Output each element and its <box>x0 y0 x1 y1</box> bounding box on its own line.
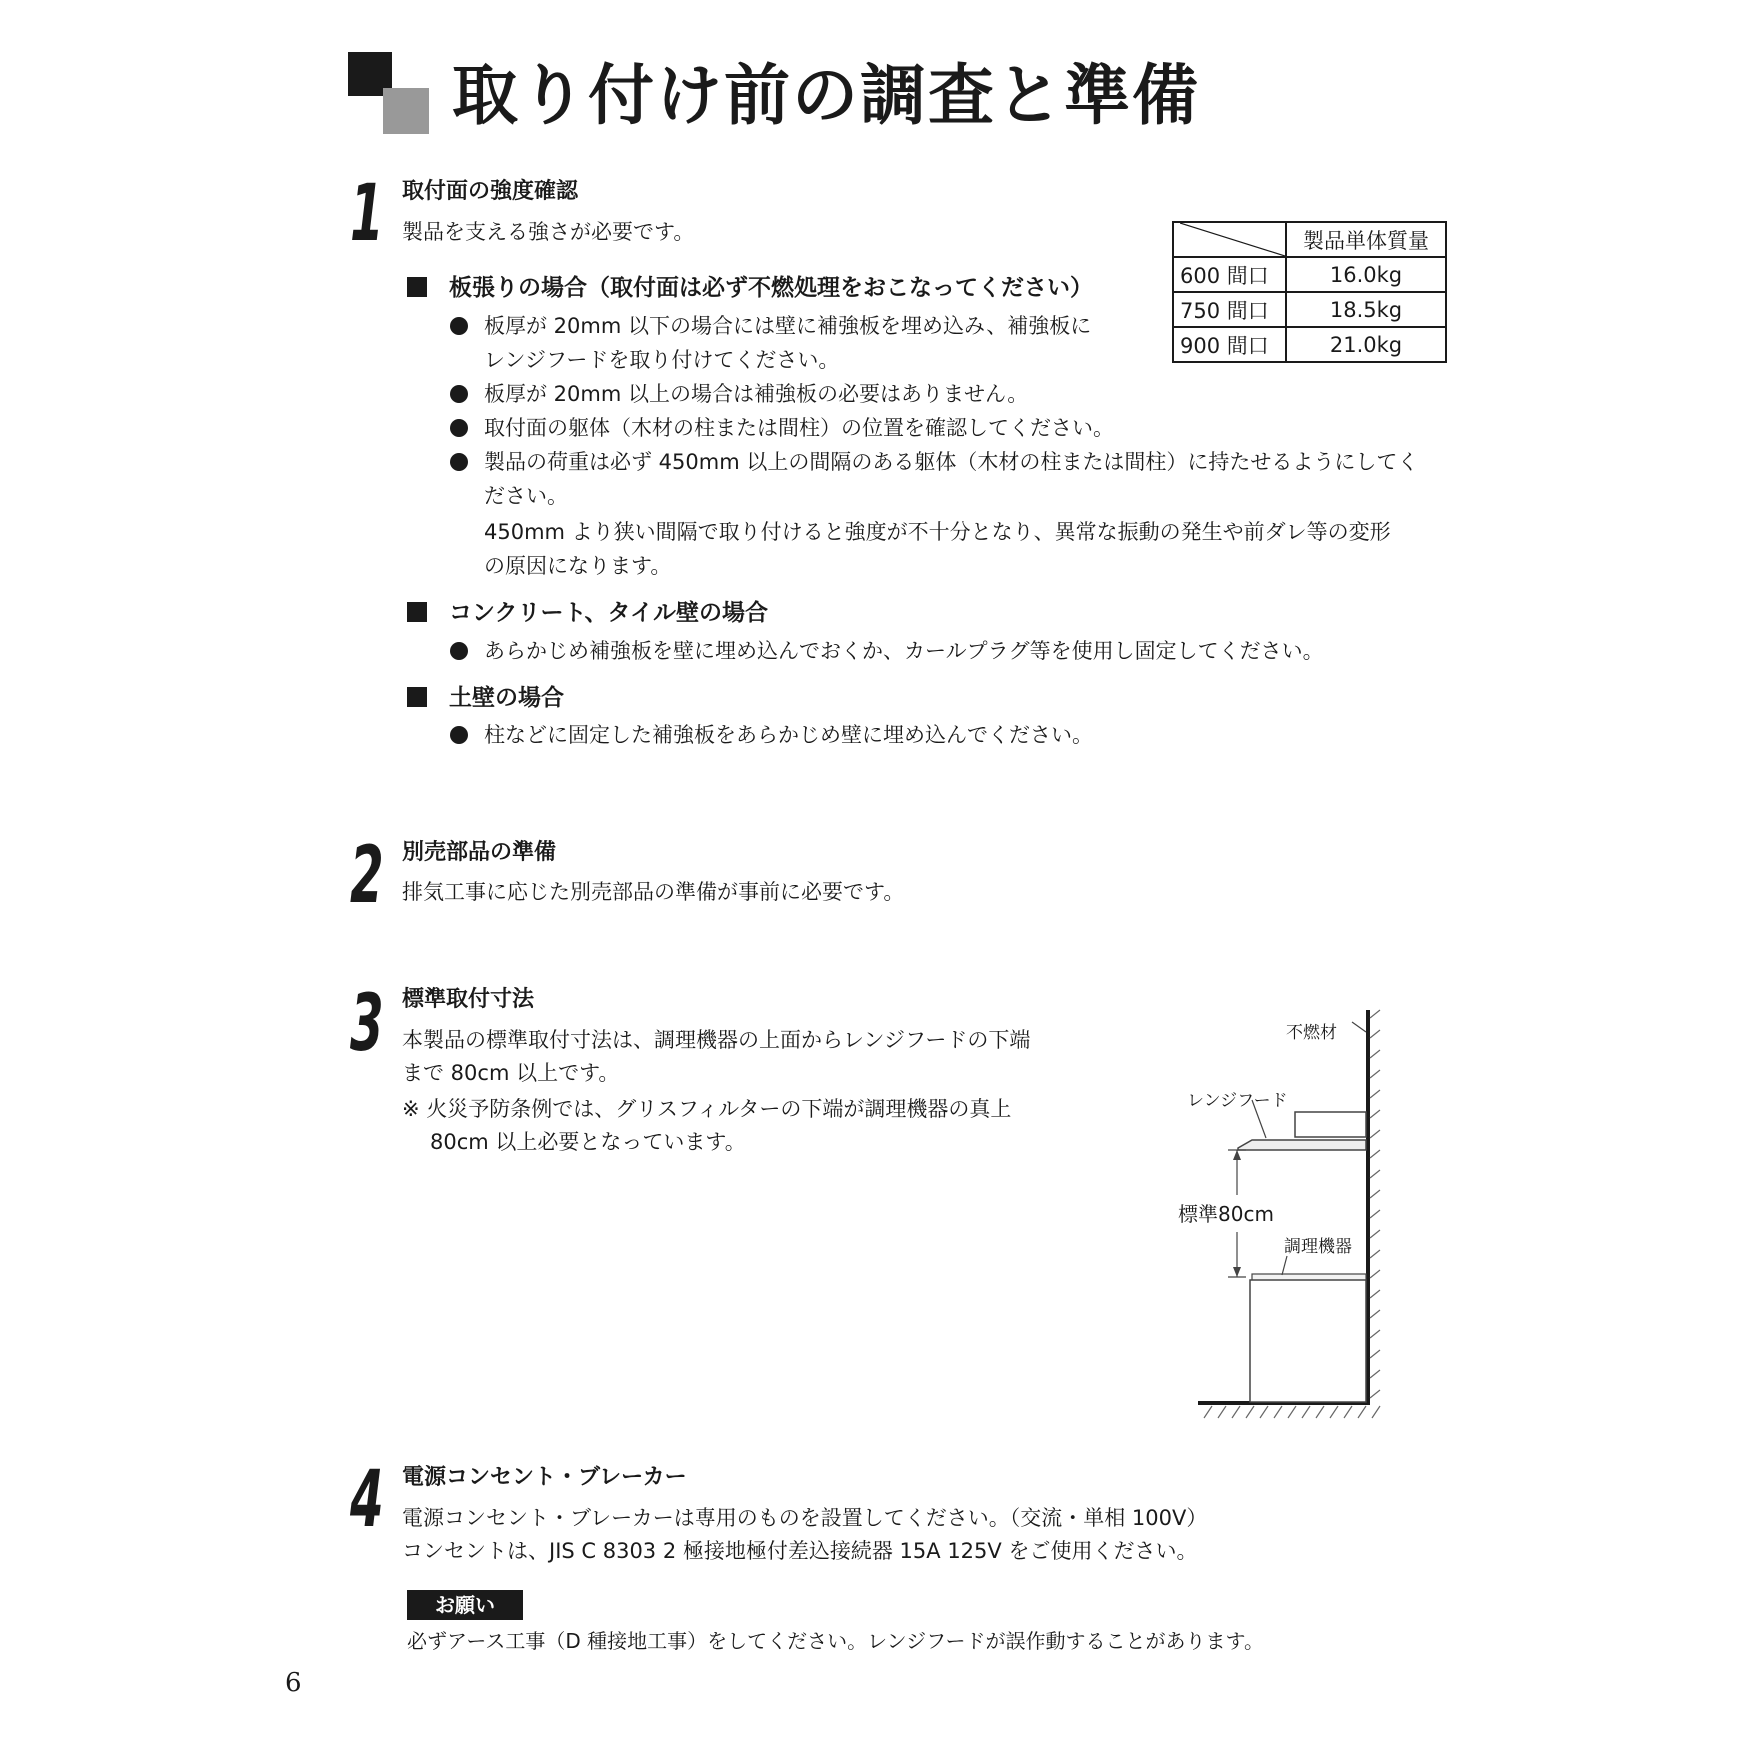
floor-hatching <box>1204 1406 1380 1418</box>
bullet-continuation: ださい。 <box>484 484 568 508</box>
table-cell-mass: 18.5kg <box>1286 292 1446 327</box>
table-header: 製品単体質量 <box>1286 222 1446 257</box>
diagram-label-distance: 標準80cm <box>1178 1202 1274 1226</box>
table-cell-width: 600 間口 <box>1173 257 1286 292</box>
section-4-heading: 電源コンセント・ブレーカー <box>402 1465 687 1490</box>
section-1-heading: 取付面の強度確認 <box>402 179 579 204</box>
bullet-item: あらかじめ補強板を壁に埋め込んでおくか、カールプラグ等を使用し固定してください。 <box>450 634 1324 668</box>
section-1-sub-concrete: コンクリート、タイル壁の場合 <box>407 597 768 629</box>
section-3-note-line2: 80cm 以上必要となっています。 <box>430 1130 746 1154</box>
range-hood-body <box>1295 1112 1366 1137</box>
table-cell-mass: 16.0kg <box>1286 257 1446 292</box>
notice-tag: お願い <box>407 1590 523 1620</box>
bullet-item: 柱などに固定した補強板をあらかじめ壁に埋め込んでください。 <box>450 718 1093 752</box>
notice-text: 必ずアース工事（D 種接地工事）をしてください。レンジフードが誤作動することがあります。 <box>407 1629 1264 1653</box>
table-cell-width: 900 間口 <box>1173 327 1286 362</box>
square-bullet-icon <box>407 687 427 707</box>
bullet-continuation: 450mm より狭い間隔で取り付けると強度が不十分となり、異常な振動の発生や前ダレ等の変形 <box>484 520 1391 544</box>
section-2-text: 排気工事に応じた別売部品の準備が事前に必要です。 <box>402 880 905 904</box>
table-row <box>1173 257 1446 292</box>
table-row <box>1173 292 1446 327</box>
bullet-continuation: の原因になります。 <box>484 554 672 578</box>
bullet-dot-icon <box>450 317 468 335</box>
bullet-item: 板厚が 20mm 以上の場合は補強板の必要はありません。 <box>450 377 1028 411</box>
section-2-heading: 別売部品の準備 <box>402 840 557 865</box>
diagonal-line <box>1180 223 1285 256</box>
table-header-row <box>1173 222 1446 257</box>
section-2-number: 2 <box>350 831 384 921</box>
table-cell-mass: 21.0kg <box>1286 327 1446 362</box>
square-bullet-icon <box>407 602 427 622</box>
section-3-heading: 標準取付寸法 <box>402 987 535 1012</box>
dimension-arrow-up-icon <box>1233 1150 1241 1160</box>
diagram-label-cooker: 調理機器 <box>1284 1237 1352 1257</box>
page-number: 6 <box>285 1668 302 1698</box>
section-1-sub-earth: 土壁の場合 <box>407 682 564 714</box>
page-title: 取り付け前の調査と準備 <box>452 57 1200 134</box>
bullet-dot-icon <box>450 419 468 437</box>
section-3-note-line1: ※ 火災予防条例では、グリスフィルターの下端が調理機器の真上 <box>402 1097 1012 1121</box>
section-4-number: 4 <box>350 1455 384 1545</box>
cooker-cabinet <box>1250 1280 1366 1402</box>
section-1-intro: 製品を支える強さが必要です。 <box>402 220 695 244</box>
bullet-dot-icon <box>450 453 468 471</box>
bullet-item: 板厚が 20mm 以下の場合には壁に補強板を埋め込み、補強板に <box>450 309 1091 343</box>
dimension-arrow-down-icon <box>1233 1267 1241 1277</box>
bullet-continuation: レンジフードを取り付けてください。 <box>484 348 840 372</box>
section-4-text-line2: コンセントは、JIS C 8303 2 極接地極付差込接続器 15A 125V をご使用ください。 <box>402 1539 1198 1563</box>
diagram-label-hood: レンジフード <box>1187 1091 1288 1111</box>
bullet-item: 製品の荷重は必ず 450mm 以上の間隔のある躯体（木材の柱または間柱）に持たせるようにしてく <box>450 445 1418 479</box>
section-3-text-line2: まで 80cm 以上です。 <box>402 1061 620 1085</box>
table-row <box>1173 327 1446 362</box>
bullet-dot-icon <box>450 726 468 744</box>
section-3-number: 3 <box>350 979 384 1069</box>
section-1-number: 1 <box>350 169 384 259</box>
leader-cooker <box>1282 1256 1287 1275</box>
diagram-label-wall: 不燃材 <box>1286 1023 1337 1043</box>
table-diagonal-cell <box>1173 222 1286 257</box>
section-1-sub-board: 板張りの場合（取付面は必ず不燃処理をおこなってください） <box>407 272 1093 304</box>
section-4-text-line1: 電源コンセント・ブレーカーは専用のものを設置してください。（交流・単相 100V） <box>402 1506 1208 1530</box>
bullet-dot-icon <box>450 385 468 403</box>
leader-wall <box>1352 1022 1366 1032</box>
bullet-dot-icon <box>450 642 468 660</box>
weight-table <box>1172 221 1447 363</box>
table-cell-width: 750 間口 <box>1173 292 1286 327</box>
section-3-text-line1: 本製品の標準取付寸法は、調理機器の上面からレンジフードの下端 <box>402 1028 1031 1052</box>
square-bullet-icon <box>407 277 427 297</box>
bullet-item: 取付面の躯体（木材の柱または間柱）の位置を確認してください。 <box>450 411 1114 445</box>
title-square-gray <box>383 88 429 134</box>
wall-hatching <box>1370 1010 1380 1398</box>
range-hood-canopy <box>1238 1140 1366 1150</box>
